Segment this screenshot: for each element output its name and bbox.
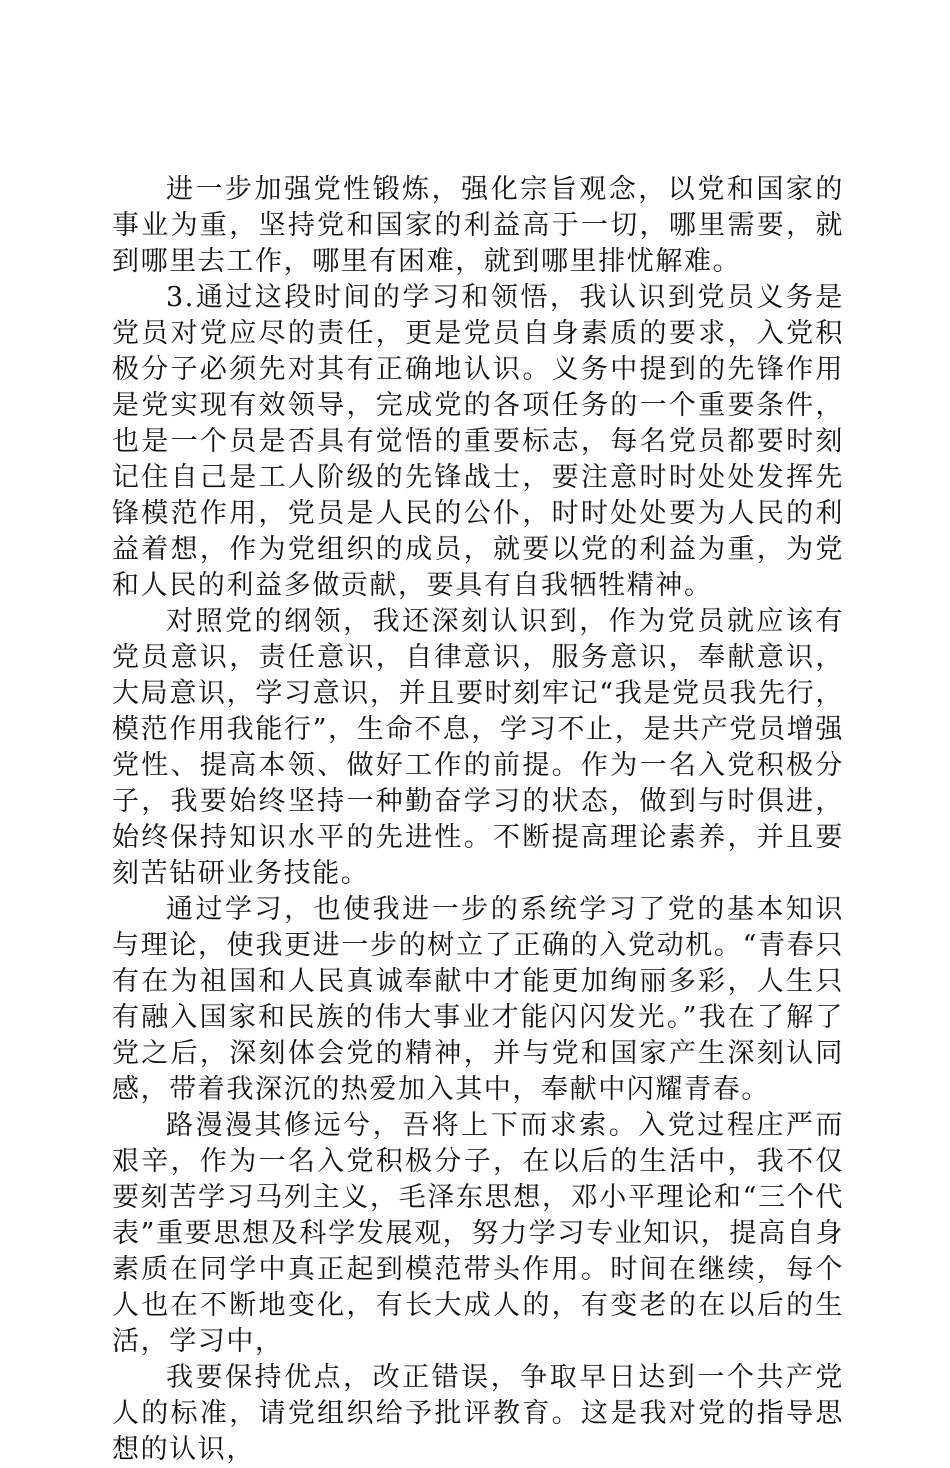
paragraph: 路漫漫其修远兮，吾将上下而求索。入党过程庄严而艰辛，作为一名入党积极分子，在以后的生活中，我不仅要刻苦学习马列主义，毛泽东思想，邓小平理论和“三个代表”重要思想及科学发展观，努力学习专业知识，提高自身素质在同学中真正起到模范带头作用。时间在继续，每个人也在不断地变化，有长大成人的，有变老的在以后的生活，学习中， <box>112 1110 844 1357</box>
paragraph: 对照党的纲领，我还深刻认识到，作为党员就应该有党员意识，责任意识，自律意识，服务意识，奉献意识，大局意识，学习意识，并且要时刻牢记“我是党员我先行，模范作用我能行”，生命不息，学习不止，是共产党员增强党性、提高本领、做好工作的前提。作为一名入党积极分子，我要始终坚持一种勤奋学习的状态，做到与时俱进，始终保持知识水平的先进性。不断提高理论素养，并且要刻苦钻研业务技能。 <box>112 606 844 889</box>
paragraph: 我要保持优点，改正错误，争取早日达到一个共产党人的标准，请党组织给予批评教育。这是我对党的指导思想的认识， <box>112 1362 844 1465</box>
paragraph: 3.通过这段时间的学习和领悟，我认识到党员义务是党员对党应尽的责任，更是党员自身素质的要求，入党积极分子必须先对其有正确地认识。义务中提到的先锋作用是党实现有效领导，完成党的各项任务的一个重要条件，也是一个员是否具有觉悟的重要标志，每名党员都要时刻记住自己是工人阶级的先锋战士，要注意时时处处发挥先锋模范作用，党员是人民的公仆，时时处处要为人民的利益着想，作为党组织的成员，就要以党的利益为重，为党和人民的利益多做贡献，要具有自我牺牲精神。 <box>112 282 844 601</box>
document-body <box>112 172 844 1468</box>
paragraph: 进一步加强党性锻炼，强化宗旨观念，以党和国家的事业为重，坚持党和国家的利益高于一切，哪里需要，就到哪里去工作，哪里有困难，就到哪里排忧解难。 <box>112 174 844 277</box>
paragraph: 通过学习，也使我进一步的系统学习了党的基本知识与理论，使我更进一步的树立了正确的入党动机。“青春只有在为祖国和人民真诚奉献中才能更加绚丽多彩，人生只有融入国家和民族的伟大事业才能闪闪发光。”我在了解了党之后，深刻体会党的精神，并与党和国家产生深刻认同感，带着我深沉的热爱加入其中，奉献中闪耀青春。 <box>112 894 844 1105</box>
